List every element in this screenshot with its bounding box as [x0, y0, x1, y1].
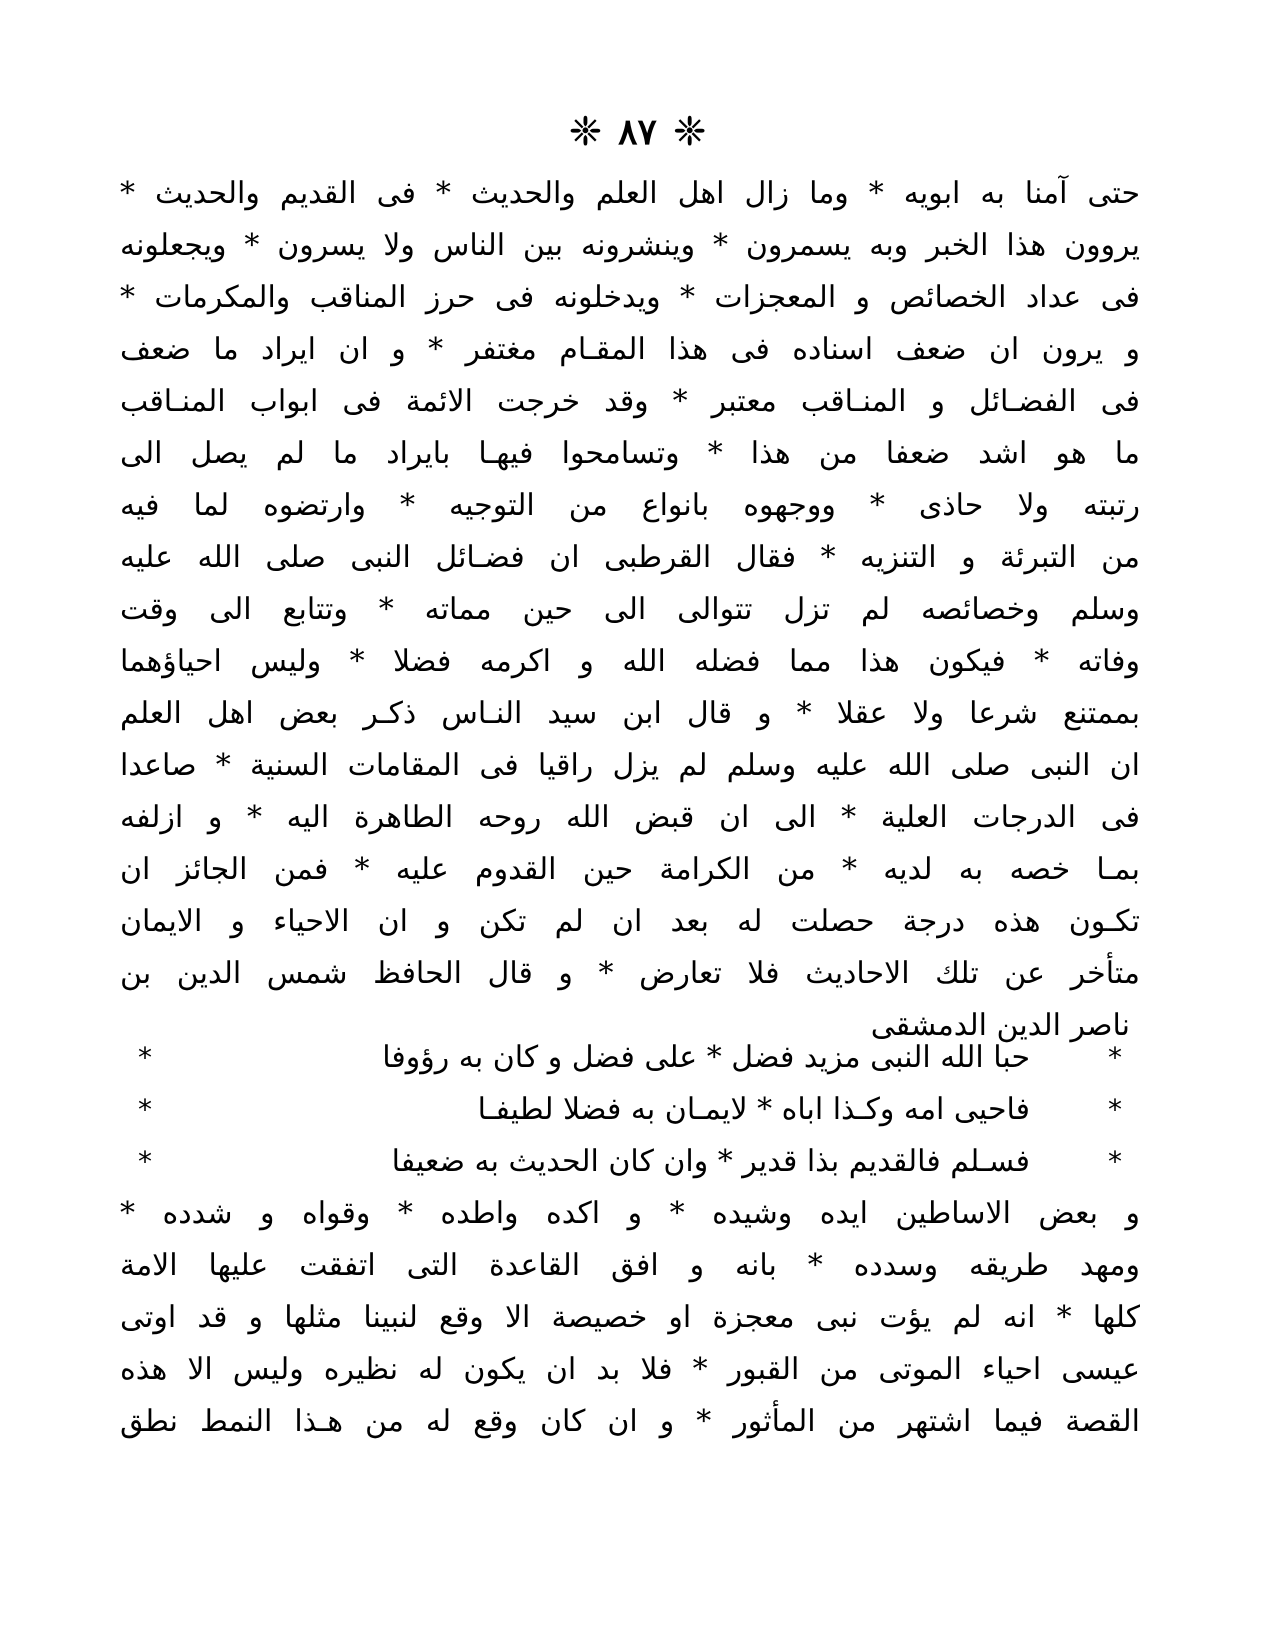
text-line: حتى آمنا به ابويه * وما زال اهل العلم والحديث * فى القديم والحديث *	[120, 176, 1140, 211]
poem-block	[120, 1032, 1140, 1188]
page-header	[0, 109, 1275, 155]
text-line: كلها * انه لم يؤت نبى معجزة او خصيصة الا وقع لنبينا مثلها و قد اوتى	[120, 1300, 1140, 1335]
body-text-block-2	[120, 1188, 1140, 1448]
page-number: ٨٧	[618, 111, 657, 153]
text-line: فى الفضـائل و المنـاقب معتبر * وقد خرجت الائمة فى ابواب المنـاقب	[120, 384, 1140, 419]
text-line: من التبرئة و التنزيه * فقال القرطبى ان فضـائل النبى صلى الله عليه	[120, 540, 1140, 575]
verse-marker-right: *	[1108, 1145, 1122, 1178]
ornament-left-icon: ❈	[568, 109, 603, 155]
verse-text: فاحيى امه وكـذا اباه * لايمـان به فضلا لطيفـا	[477, 1092, 1030, 1127]
text-line-attribution: ناصر الدين الدمشقى	[870, 1008, 1130, 1043]
poem-verse	[120, 1084, 1140, 1136]
verse-marker-right: *	[1108, 1093, 1122, 1126]
verse-marker-left: *	[138, 1145, 152, 1178]
text-line: بممتنع شرعا ولا عقلا * و قال ابن سيد النـاس ذكـر بعض اهل العلم	[120, 696, 1140, 731]
text-line: رتبته ولا حاذى * ووجهوه بانواع من التوجيه * وارتضوه لما فيه	[120, 488, 1140, 523]
poem-verse	[120, 1136, 1140, 1188]
ornament-right-icon: ❈	[672, 109, 707, 155]
verse-text: فسـلم فالقديم بذا قدير * وان كان الحديث به ضعيفا	[391, 1144, 1030, 1179]
text-line: يروون هذا الخبر وبه يسمرون * وينشرونه بين الناس ولا يسرون * ويجعلونه	[120, 228, 1140, 263]
text-line: فى الدرجات العلية * الى ان قبض الله روحه الطاهرة اليه * و ازلفه	[120, 800, 1140, 835]
text-line: ومهد طريقه وسدده * بانه و افق القاعدة التى اتفقت عليها الامة	[120, 1248, 1140, 1283]
text-line: وسلم وخصائصه لم تزل تتوالى الى حين مماته * وتتابع الى وقت	[120, 592, 1140, 627]
text-line: بمـا خصه به لديه * من الكرامة حين القدوم عليه * فمن الجائز ان	[120, 852, 1140, 887]
text-line: و يرون ان ضعف اسناده فى هذا المقـام مغتفر * و ان ايراد ما ضعف	[120, 332, 1140, 367]
verse-marker-left: *	[138, 1041, 152, 1074]
poem-verse	[120, 1032, 1140, 1084]
text-line: تكـون هذه درجة حصلت له بعد ان لم تكن و ان الاحياء و الايمان	[120, 904, 1140, 939]
text-line: و بعض الاساطين ايده وشيده * و اكده واطده * وقواه و شدده *	[120, 1196, 1140, 1231]
text-line: القصة فيما اشتهر من المأثور * و ان كان وقع له من هـذا النمط نطق	[120, 1404, 1140, 1439]
text-line: وفاته * فيكون هذا مما فضله الله و اكرمه فضلا * وليس احياؤهما	[120, 644, 1140, 679]
body-text-block	[120, 168, 1140, 1052]
verse-text: حبا الله النبى مزيد فضل * على فضل و كان به رؤوفا	[382, 1040, 1030, 1075]
text-line: فى عداد الخصائص و المعجزات * ويدخلونه فى حرز المناقب والمكرمات *	[120, 280, 1140, 315]
text-line: ما هو اشد ضعفا من هذا * وتسامحوا فيهـا بايراد ما لم يصل الى	[120, 436, 1140, 471]
text-line: ان النبى صلى الله عليه وسلم لم يزل راقيا فى المقامات السنية * صاعدا	[120, 748, 1140, 783]
verse-marker-right: *	[1108, 1041, 1122, 1074]
text-line: عيسى احياء الموتى من القبور * فلا بد ان يكون له نظيره وليس الا هذه	[120, 1352, 1140, 1387]
verse-marker-left: *	[138, 1093, 152, 1126]
text-line: متأخر عن تلك الاحاديث فلا تعارض * و قال الحافظ شمس الدين بن	[120, 956, 1140, 991]
